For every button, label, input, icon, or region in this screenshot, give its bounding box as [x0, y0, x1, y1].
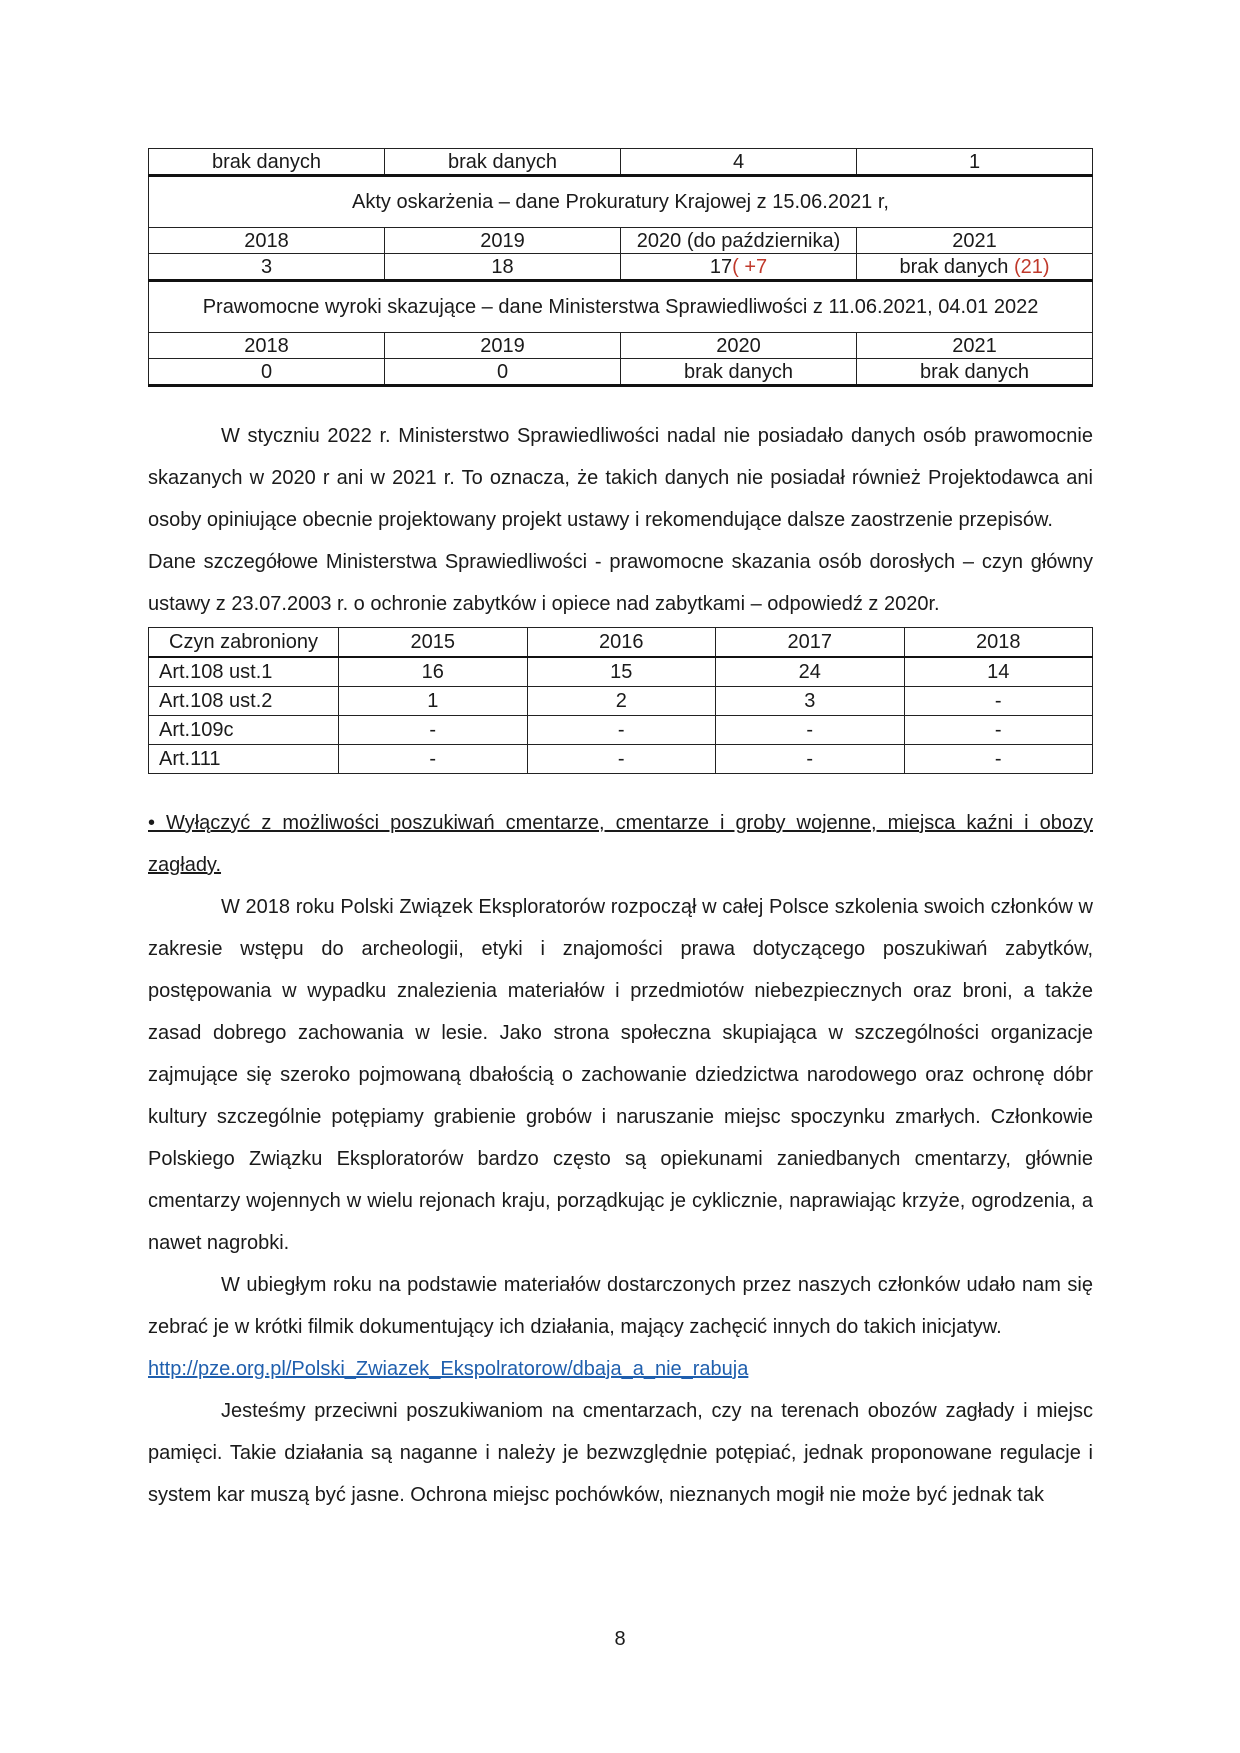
table-cell: brak danych — [621, 359, 857, 386]
table-cell: 16 — [339, 657, 528, 687]
table-cell: 18 — [385, 254, 621, 281]
table-row — [149, 254, 1093, 281]
table-row — [149, 716, 1093, 745]
table-cell: - — [527, 716, 716, 745]
table-row — [149, 687, 1093, 716]
video-link[interactable]: http://pze.org.pl/Polski_Zwiazek_Ekspolratorow/dbaja_a_nie_rabuja — [148, 1358, 749, 1380]
table-cell: 15 — [527, 657, 716, 687]
table-row — [149, 745, 1093, 774]
table-row — [149, 657, 1093, 687]
page-number: 8 — [614, 1628, 626, 1650]
table-row — [149, 333, 1093, 359]
year-header: 2018 — [149, 228, 385, 254]
table-cell: 24 — [716, 657, 905, 687]
cell-correction: (21) — [1013, 255, 1050, 278]
year-header: 2019 — [385, 333, 621, 359]
document-page — [148, 148, 1093, 1516]
year-header: 2021 — [857, 228, 1093, 254]
table-cell: - — [716, 745, 905, 774]
row-label: Art.109c — [149, 716, 339, 745]
cell-correction: ( +7 — [732, 255, 768, 278]
table-cell: - — [904, 716, 1093, 745]
year-header: 2021 — [857, 333, 1093, 359]
cell-value: 17 — [709, 255, 733, 278]
convictions-detail-table — [148, 627, 1093, 774]
bullet-point: • Wyłączyć z możliwości poszukiwań cmentarze, cmentarze i groby wojenne, miejsca kaźni i obozy zagłady. — [148, 812, 1093, 876]
link-line — [148, 1348, 1093, 1390]
paragraph: Dane szczegółowe Ministerstwa Sprawiedliwości - prawomocne skazania osób dorosłych – czyn główny ustawy z 23.07.2003 r. o ochronie zabytków i opiece nad zabytkami – odpowiedź z 2020r. — [148, 551, 1093, 615]
section-title-indictments: Akty oskarżenia – dane Prokuratury Krajowej z 15.06.2021 r, — [149, 176, 1093, 228]
table-cell: - — [339, 716, 528, 745]
row-label: Art.108 ust.1 — [149, 657, 339, 687]
table-cell: - — [904, 687, 1093, 716]
paragraph: W 2018 roku Polski Związek Eksploratorów rozpoczął w całej Polsce szkolenia swoich członków w zakresie wstępu do archeologii, etyki i znajomości prawa dotyczącego poszukiwań zabytków, postępowania w wypadku znalezienia materiałów i przedmiotów niebezpiecznych oraz broni, a także zasad dobrego zachowania w lesie. Jako strona społeczna skupiająca w szczególności organizacje zajmujące się szeroko pojmowaną dbałością o zachowanie dziedzictwa narodowego oraz ochronę dóbr kultury szczególnie potępiamy grabienie grobów i naruszanie miejsc spoczynku zmarłych. Członkowie Polskiego Związku Eksploratorów bardzo często są opiekunami zaniedbanych cmentarzy, głównie cmentarzy wojennych w wielu rejonach kraju, porządkując je cyklicznie, naprawiając krzyże, ogrodzenia, a nawet nagrobki. — [148, 896, 1093, 1254]
table-cell: 3 — [716, 687, 905, 716]
table-cell: brak danych — [857, 359, 1093, 386]
table-row — [149, 359, 1093, 386]
table-row — [149, 149, 1093, 176]
table-cell: - — [904, 745, 1093, 774]
table-cell: 3 — [149, 254, 385, 281]
table-cell: brak danych — [385, 149, 621, 176]
table-row — [149, 176, 1093, 228]
table-cell: brak danych — [149, 149, 385, 176]
cell-value: brak danych — [899, 255, 1014, 278]
table-cell: 0 — [385, 359, 621, 386]
table-cell — [621, 254, 857, 281]
year-header: 2020 (do października) — [621, 228, 857, 254]
table-header-row — [149, 628, 1093, 658]
table-cell: 14 — [904, 657, 1093, 687]
table-cell: 0 — [149, 359, 385, 386]
table-row — [149, 228, 1093, 254]
table-cell: - — [339, 745, 528, 774]
section-title-convictions: Prawomocne wyroki skazujące – dane Ministerstwa Sprawiedliwości z 11.06.2021, 04.01 2022 — [149, 281, 1093, 333]
table-cell: 1 — [857, 149, 1093, 176]
table-cell: 1 — [339, 687, 528, 716]
table-row — [149, 281, 1093, 333]
table-cell — [857, 254, 1093, 281]
year-header: 2018 — [149, 333, 385, 359]
paragraph: W ubiegłym roku na podstawie materiałów dostarczonych przez naszych członków udało nam się zebrać je w krótki filmik dokumentujący ich działania, mający zachęcić innych do takich inicjatyw. — [148, 1274, 1093, 1338]
table-cell: - — [716, 716, 905, 745]
column-header: 2017 — [716, 628, 905, 658]
year-header: 2020 — [621, 333, 857, 359]
year-header: 2019 — [385, 228, 621, 254]
column-header: 2018 — [904, 628, 1093, 658]
paragraph: Jesteśmy przeciwni poszukiwaniom na cmentarzach, czy na terenach obozów zagłady i miejsc pamięci. Takie działania są naganne i należy je bezwzględnie potępiać, jednak proponowane regulacje i system kar muszą być jasne. Ochrona miejsc pochówków, nieznanych mogił nie może być jednak tak — [148, 1400, 1093, 1506]
table-cell: - — [527, 745, 716, 774]
statistics-table — [148, 148, 1093, 387]
row-label: Art.108 ust.2 — [149, 687, 339, 716]
table-cell: 4 — [621, 149, 857, 176]
column-header: 2015 — [339, 628, 528, 658]
paragraph: W styczniu 2022 r. Ministerstwo Sprawiedliwości nadal nie posiadało danych osób prawomocnie skazanych w 2020 r ani w 2021 r. To oznacza, że takich danych nie posiadał również Projektodawca ani osoby opiniujące obecnie projektowany projekt ustawy i rekomendujące dalsze zaostrzenie przepisów. — [148, 425, 1093, 531]
column-header: 2016 — [527, 628, 716, 658]
row-label: Art.111 — [149, 745, 339, 774]
column-header: Czyn zabroniony — [149, 628, 339, 658]
table-cell: 2 — [527, 687, 716, 716]
